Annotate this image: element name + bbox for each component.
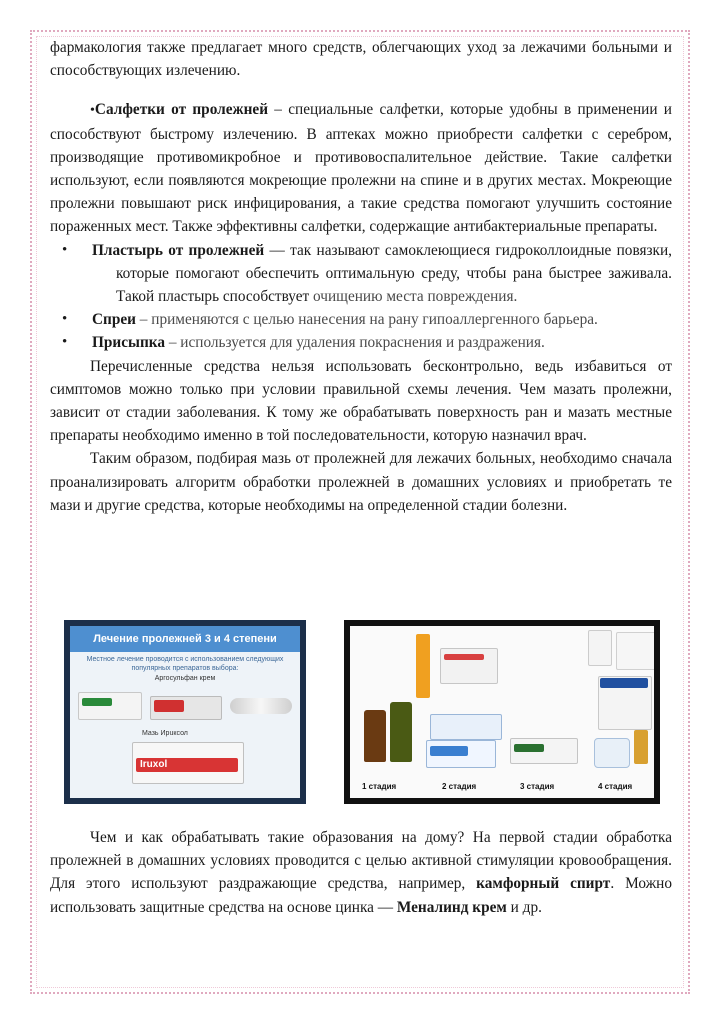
box-stripe-icon bbox=[82, 698, 112, 706]
box-stripe-icon bbox=[444, 654, 484, 660]
text-span: . Можно использовать защитные средства на основе цинка — bbox=[50, 875, 672, 916]
paragraph-intro: фармакология также предлагает много средств, облегчающих уход за лежачими больными и способствующих излечению. bbox=[50, 39, 672, 80]
bottle-icon bbox=[588, 630, 612, 666]
bullet-list bbox=[50, 239, 672, 355]
paragraph-warning: Перечисленные средства нельзя использовать бесконтрольно, ведь избавиться от симптомов можно только при условии правильной схемы лечения. Чем мазать пролежни, зависит от стадии заболевания. К тому же обрабатывать поверхность ран и мазать местные препараты необходимо именно в той последовательности, которую назначил врач. bbox=[50, 357, 672, 445]
text-span: и др. bbox=[506, 898, 542, 916]
spray-can-icon bbox=[416, 634, 430, 698]
bullet-text: – специальные салфетки, которые удобны в применении и способствуют быстрому излечению. В аптеках можно приобрести салфетки с серебром, производящие противомикробное и противовоспалительное действие. Такие салфетки используют, если появляются мокреющие пролежни на спине и в других местах. Мокреющие пролежни повышают риск инфицирования, а такие средства помогают улучшить состояние пораженных мест. Также эффективны салфетки, содержащие антибактериальные препараты. bbox=[50, 101, 672, 236]
bullet-plaster bbox=[50, 239, 672, 309]
iruxol-label: Iruxol bbox=[136, 758, 238, 772]
bullet-title: Пластырь от пролежней bbox=[92, 241, 265, 259]
image-subtitle: Местное лечение проводится с использованием следующих популярных препаратов выбора: bbox=[86, 656, 284, 672]
bullet-icon: • bbox=[62, 334, 68, 351]
bold-term-camphor: камфорный спирт bbox=[476, 875, 611, 893]
box-stripe-icon bbox=[430, 746, 468, 756]
bullet-icon: • bbox=[62, 311, 68, 328]
document-body bbox=[50, 36, 672, 517]
text-span: Чем и как обрабатывать такие образования на дому? На первой стадии обработка пролежней в домашних условиях проводится с целью активной стимуляции кровообращения. Для этого используют раздражающие средства, например, bbox=[50, 829, 672, 893]
bullet-powder bbox=[50, 331, 672, 354]
bullet-title: Салфетки от пролежней bbox=[94, 101, 269, 119]
paragraph-home-treatment bbox=[50, 826, 672, 919]
box-stripe-icon bbox=[600, 678, 648, 688]
bottle-icon bbox=[364, 710, 386, 762]
bullet-text-gray: очищению места повреждения. bbox=[313, 288, 518, 306]
bullet-title: Спреи bbox=[92, 311, 136, 329]
bullet-icon: • bbox=[62, 241, 68, 258]
paragraph-conclusion: Таким образом, подбирая мазь от пролежней для лежачих больных, необходимо сначала проанализировать алгоритм обработки пролежней в домашних условиях и приобретать те мази и другие средства, которые необходимы на определенной стадии болезни. bbox=[50, 450, 672, 514]
bullet-text: – применяются с целью нанесения на рану гипоаллергенного барьера. bbox=[135, 311, 598, 329]
image-products-by-stage bbox=[344, 620, 660, 804]
stage-label-3: 3 стадия bbox=[520, 782, 555, 791]
stage-label-2: 2 стадия bbox=[442, 782, 477, 791]
stage-labels bbox=[350, 782, 654, 796]
stage-label-4: 4 стадия bbox=[598, 782, 633, 791]
bullet-text: – используется для удаления покраснения и раздражения. bbox=[165, 334, 545, 352]
bullet-icon: • bbox=[90, 103, 95, 119]
image-item-label: Аргосульфан крем bbox=[154, 675, 216, 682]
jar-icon bbox=[594, 738, 630, 768]
document-body-bottom bbox=[50, 826, 672, 919]
bullet-title: Присыпка bbox=[92, 334, 165, 352]
bullet-sprays bbox=[50, 308, 672, 331]
image-treatment-stage-3-4 bbox=[64, 620, 306, 804]
ointment-box-icon bbox=[78, 692, 142, 720]
stage-label-1: 1 стадия bbox=[362, 782, 397, 791]
tube-icon bbox=[634, 730, 648, 764]
bullet-napkins bbox=[50, 98, 672, 238]
tube-icon bbox=[230, 698, 292, 714]
bullet-text: — так называют самоклеющиеся гидроколлоидные повязки, которые помогают обеспечить оптимальную среду, чтобы рана быстрее заживала. Такой пластырь способствует bbox=[116, 241, 672, 306]
image-banner-title: Лечение пролежней 3 и 4 степени bbox=[70, 626, 300, 652]
image-gallery bbox=[64, 620, 664, 805]
bold-term-menalind: Меналинд крем bbox=[396, 898, 507, 916]
box-stripe-icon bbox=[514, 744, 544, 752]
package-icon bbox=[616, 632, 654, 670]
bottle-icon bbox=[390, 702, 412, 762]
image-item-label: Мазь Ирuксол bbox=[142, 730, 188, 737]
box-stripe-icon bbox=[154, 700, 184, 712]
solcoseryl-box-icon bbox=[430, 714, 502, 740]
